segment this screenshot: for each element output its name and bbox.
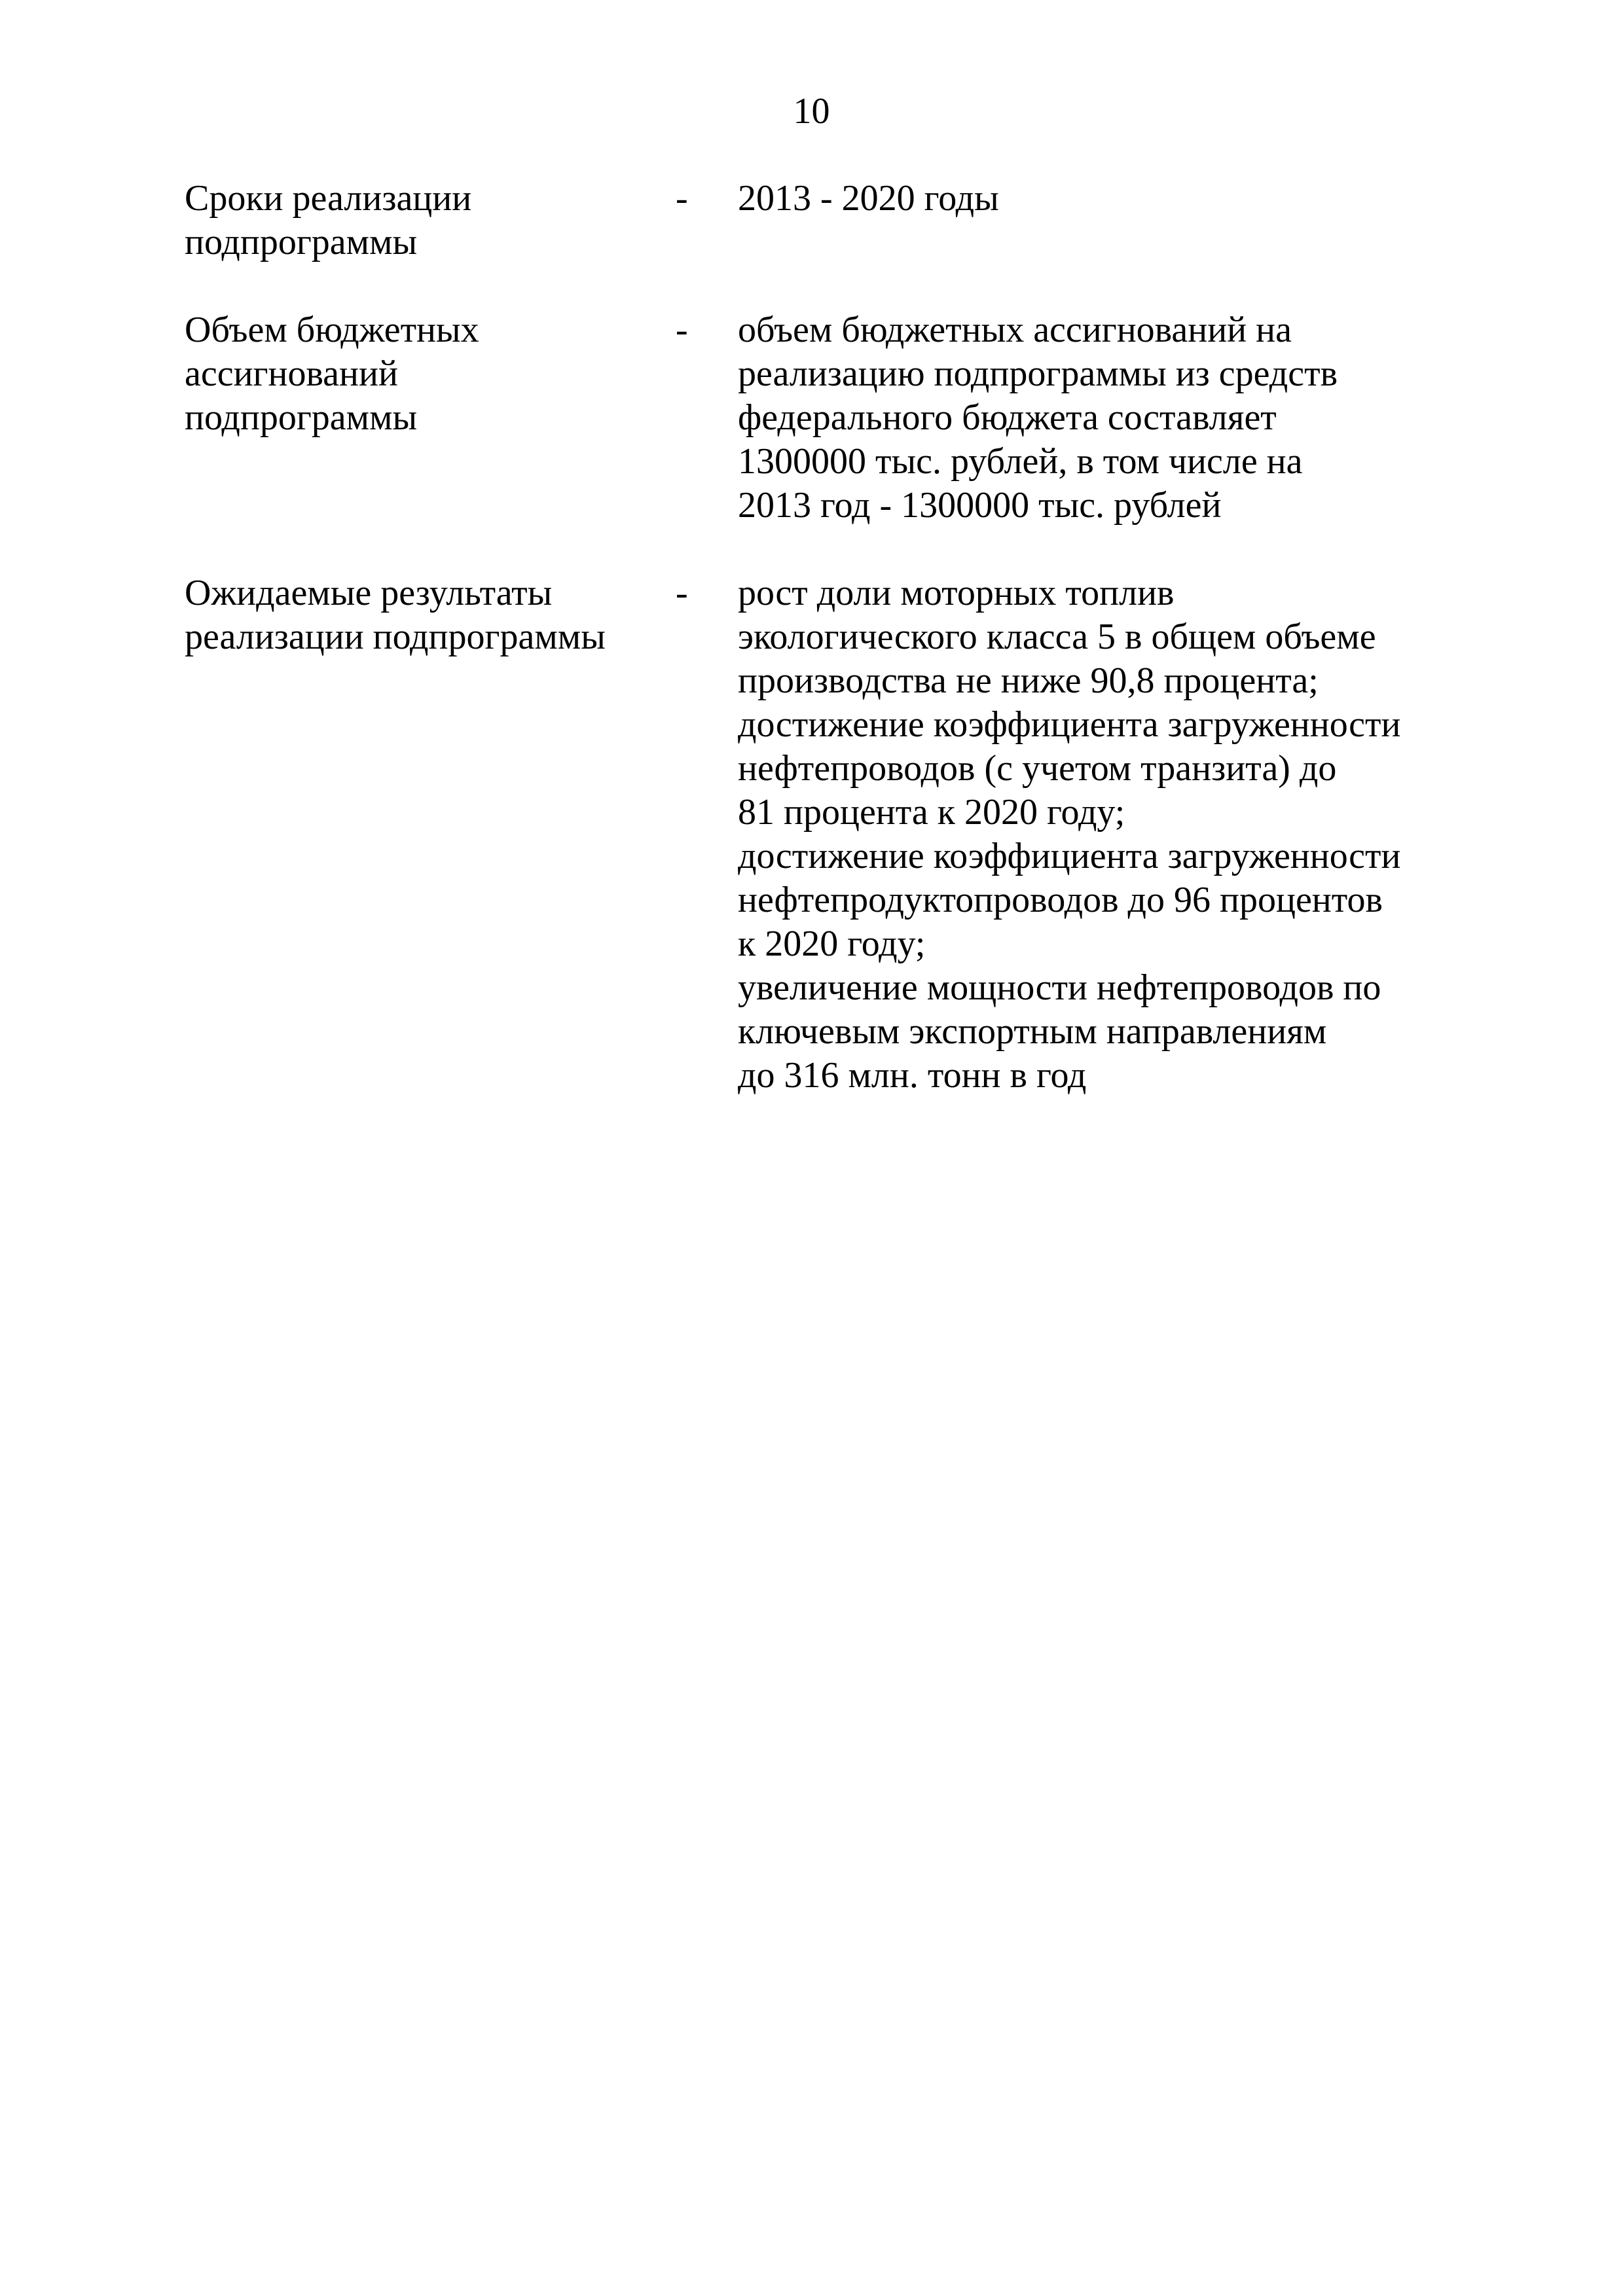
label-line: Объем бюджетных bbox=[185, 310, 479, 350]
subprogram-passport bbox=[185, 177, 1468, 1141]
value-line: увеличение мощности нефтепроводов по bbox=[738, 967, 1381, 1008]
passport-row-expected-results bbox=[185, 571, 1468, 1098]
row-label bbox=[185, 177, 676, 264]
row-dash: - bbox=[676, 573, 688, 613]
label-line: подпрограммы bbox=[185, 222, 418, 262]
label-line: ассигнований bbox=[185, 353, 398, 394]
row-dash: - bbox=[676, 178, 688, 219]
value-line: нефтепродуктопроводов до 96 процентов bbox=[738, 880, 1383, 920]
value-line: к 2020 году; bbox=[738, 924, 926, 964]
row-label bbox=[185, 571, 676, 659]
value-line: ключевым экспортным направлениям bbox=[738, 1011, 1327, 1052]
row-dash: - bbox=[676, 310, 688, 350]
label-line: Ожидаемые результаты bbox=[185, 573, 553, 613]
value-line: 2013 год - 1300000 тыс. рублей bbox=[738, 485, 1222, 526]
value-line: объем бюджетных ассигнований на bbox=[738, 310, 1292, 350]
value-line: достижение коэффициента загруженности bbox=[738, 704, 1401, 745]
passport-row-implementation-period bbox=[185, 177, 1468, 264]
passport-row-budget-volume bbox=[185, 308, 1468, 528]
label-line: подпрограммы bbox=[185, 397, 418, 438]
value-line: 2013 - 2020 годы bbox=[738, 178, 999, 219]
label-line: Сроки реализации bbox=[185, 178, 472, 219]
page-number: 10 bbox=[793, 91, 830, 132]
value-line: нефтепроводов (с учетом транзита) до bbox=[738, 748, 1337, 789]
value-line: федерального бюджета составляет bbox=[738, 397, 1277, 438]
row-label bbox=[185, 308, 676, 440]
value-line: 1300000 тыс. рублей, в том числе на bbox=[738, 441, 1303, 482]
value-line: экологического класса 5 в общем объеме bbox=[738, 617, 1376, 657]
value-line: реализацию подпрограммы из средств bbox=[738, 353, 1338, 394]
value-line: производства не ниже 90,8 процента; bbox=[738, 660, 1319, 701]
value-line: достижение коэффициента загруженности bbox=[738, 836, 1401, 876]
row-value bbox=[738, 571, 1468, 1098]
row-value bbox=[738, 308, 1468, 528]
row-value bbox=[738, 177, 1468, 221]
label-line: реализации подпрограммы bbox=[185, 617, 606, 657]
value-line: до 316 млн. тонн в год bbox=[738, 1055, 1087, 1096]
value-line: рост доли моторных топлив bbox=[738, 573, 1175, 613]
value-line: 81 процента к 2020 году; bbox=[738, 792, 1125, 833]
